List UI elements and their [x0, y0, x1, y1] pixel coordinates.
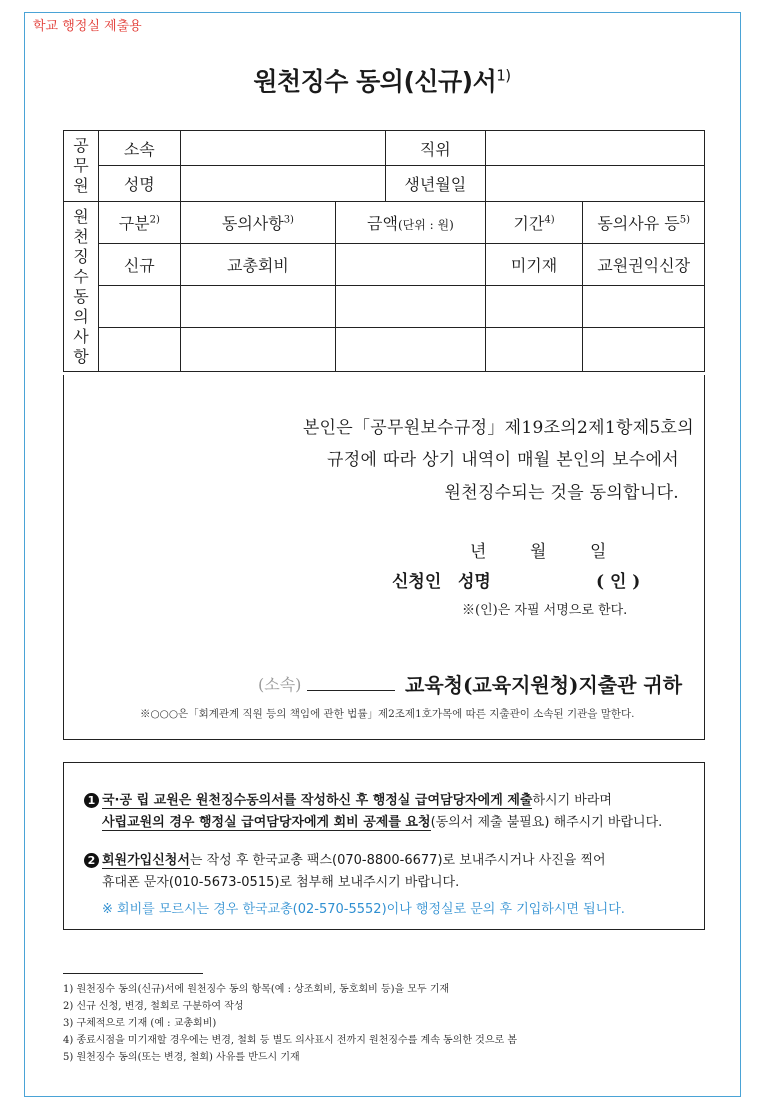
instruction-2-note: ※ 회비를 모르시는 경우 한국교총(02-570-5552)이나 행정실로 문의 후 기입하시면 됩니다. [102, 902, 625, 917]
section-consent: 원 천 징 수 동 의 사 항 [64, 202, 99, 372]
form-title [0, 62, 764, 98]
field-position[interactable] [485, 131, 704, 166]
statement-line-3: 원천징수되는 것을 동의합니다. [444, 483, 679, 503]
date-day: 일 [590, 542, 607, 562]
table-row [64, 328, 705, 372]
header-type: 구분$^{2)}$ [98, 202, 180, 244]
instruction-box [63, 762, 705, 930]
field-name[interactable] [180, 166, 385, 202]
number-2-icon: 2 [84, 853, 99, 868]
header-period: 기간$^{4)}$ [485, 202, 583, 244]
footnote-4: 4) 종료시점을 미기재할 경우에는 변경, 철회 등 별도 의사표시 전까지 원천징수를 계속 동의한 것으로 봄 [63, 1035, 518, 1046]
footnotes [63, 981, 517, 1066]
cell-item[interactable] [180, 286, 335, 328]
table-row [64, 244, 705, 286]
cell-reason[interactable] [583, 286, 705, 328]
instruction-2-line-1: 2 회원가입신청서는 작성 후 한국교총 팩스(070-8800-6677)로 보내주시거나 사진을 찍어 [84, 849, 606, 868]
cell-item[interactable] [180, 328, 335, 372]
cell-type[interactable] [98, 286, 180, 328]
label-position: 직위 [385, 131, 485, 166]
addressee-affiliation-blank[interactable] [307, 690, 395, 691]
field-birthdate[interactable] [485, 166, 704, 202]
date-month: 월 [530, 542, 547, 562]
applicant-label: 신청인 [392, 572, 442, 592]
cell-item[interactable]: 교총회비 [180, 244, 335, 286]
instruction-2-line-2: 휴대폰 문자(010-5673-0515)로 첨부해 보내주시기 바랍니다. [102, 875, 460, 890]
form-title-text: 원천징수 동의(신규)서 [253, 67, 497, 96]
header-item: 동의사항$^{3)}$ [180, 202, 335, 244]
footnote-1: 1) 원천징수 동의(신규)서에 원천징수 동의 항목(예 : 상조회비, 동호회비 등)을 모두 기재 [63, 984, 450, 995]
consent-form-table [63, 130, 705, 372]
label-name: 성명 [98, 166, 180, 202]
cell-period[interactable] [485, 328, 583, 372]
label-birthdate: 생년월일 [385, 166, 485, 202]
instruction-1-line-1: 1 국·공 립 교원은 원천징수동의서를 작성하신 후 행정실 급여담당자에게 제출하시기 바라며 [84, 789, 612, 808]
footnote-2: 2) 신규 신청, 변경, 철회로 구분하여 작성 [63, 1001, 244, 1012]
section-official: 공 무 원 [64, 131, 99, 202]
date-year: 년 [470, 542, 487, 562]
cell-period[interactable]: 미기재 [485, 244, 583, 286]
addressee-affiliation-placeholder: (소속) [258, 675, 302, 694]
footnote-divider [63, 973, 203, 974]
cell-type[interactable]: 신규 [98, 244, 180, 286]
cell-period[interactable] [485, 286, 583, 328]
signature-note: ※(인)은 자필 서명으로 한다. [462, 603, 628, 618]
field-affiliation[interactable] [180, 131, 385, 166]
cell-reason[interactable]: 교원권익신장 [583, 244, 705, 286]
statement-line-2: 규정에 따라 상기 내역이 매월 본인의 보수에서 [327, 450, 679, 470]
header-amount: 금액(단위 : 원) [336, 202, 486, 244]
statement-line-1: 본인은「공무원보수규정」제19조의2제1항제5호의 [302, 418, 694, 438]
cell-amount[interactable] [336, 328, 486, 372]
addressee-note: ※○○○은「회계관계 직원 등의 책임에 관한 법률」제2조제1호가목에 따른 지출관이 소속된 기관을 말한다. [140, 708, 635, 720]
header-reason: 동의사유 등$^{5)}$ [583, 202, 705, 244]
signature-seal[interactable]: ( 인 ) [596, 572, 641, 592]
cell-type[interactable] [98, 328, 180, 372]
title-footnote-ref: 1) [496, 66, 511, 85]
applicant-name-label: 성명 [458, 572, 491, 592]
cell-amount[interactable] [336, 244, 486, 286]
cell-amount[interactable] [336, 286, 486, 328]
addressee-title: 교육청(교육지원청)지출관 귀하 [405, 673, 683, 697]
instruction-1-line-2: 사립교원의 경우 행정실 급여담당자에게 회비 공제를 요청(동의서 제출 불필요) 해주시기 바랍니다. [102, 815, 663, 830]
number-1-icon: 1 [84, 793, 99, 808]
footnote-3: 3) 구체적으로 기재 (예 : 교총회비) [63, 1018, 217, 1029]
table-row [64, 286, 705, 328]
submission-label: 학교 행정실 제출용 [33, 19, 142, 34]
cell-reason[interactable] [583, 328, 705, 372]
label-affiliation: 소속 [98, 131, 180, 166]
footnote-5: 5) 원천징수 동의(또는 변경, 철회) 사유를 반드시 기재 [63, 1052, 300, 1063]
